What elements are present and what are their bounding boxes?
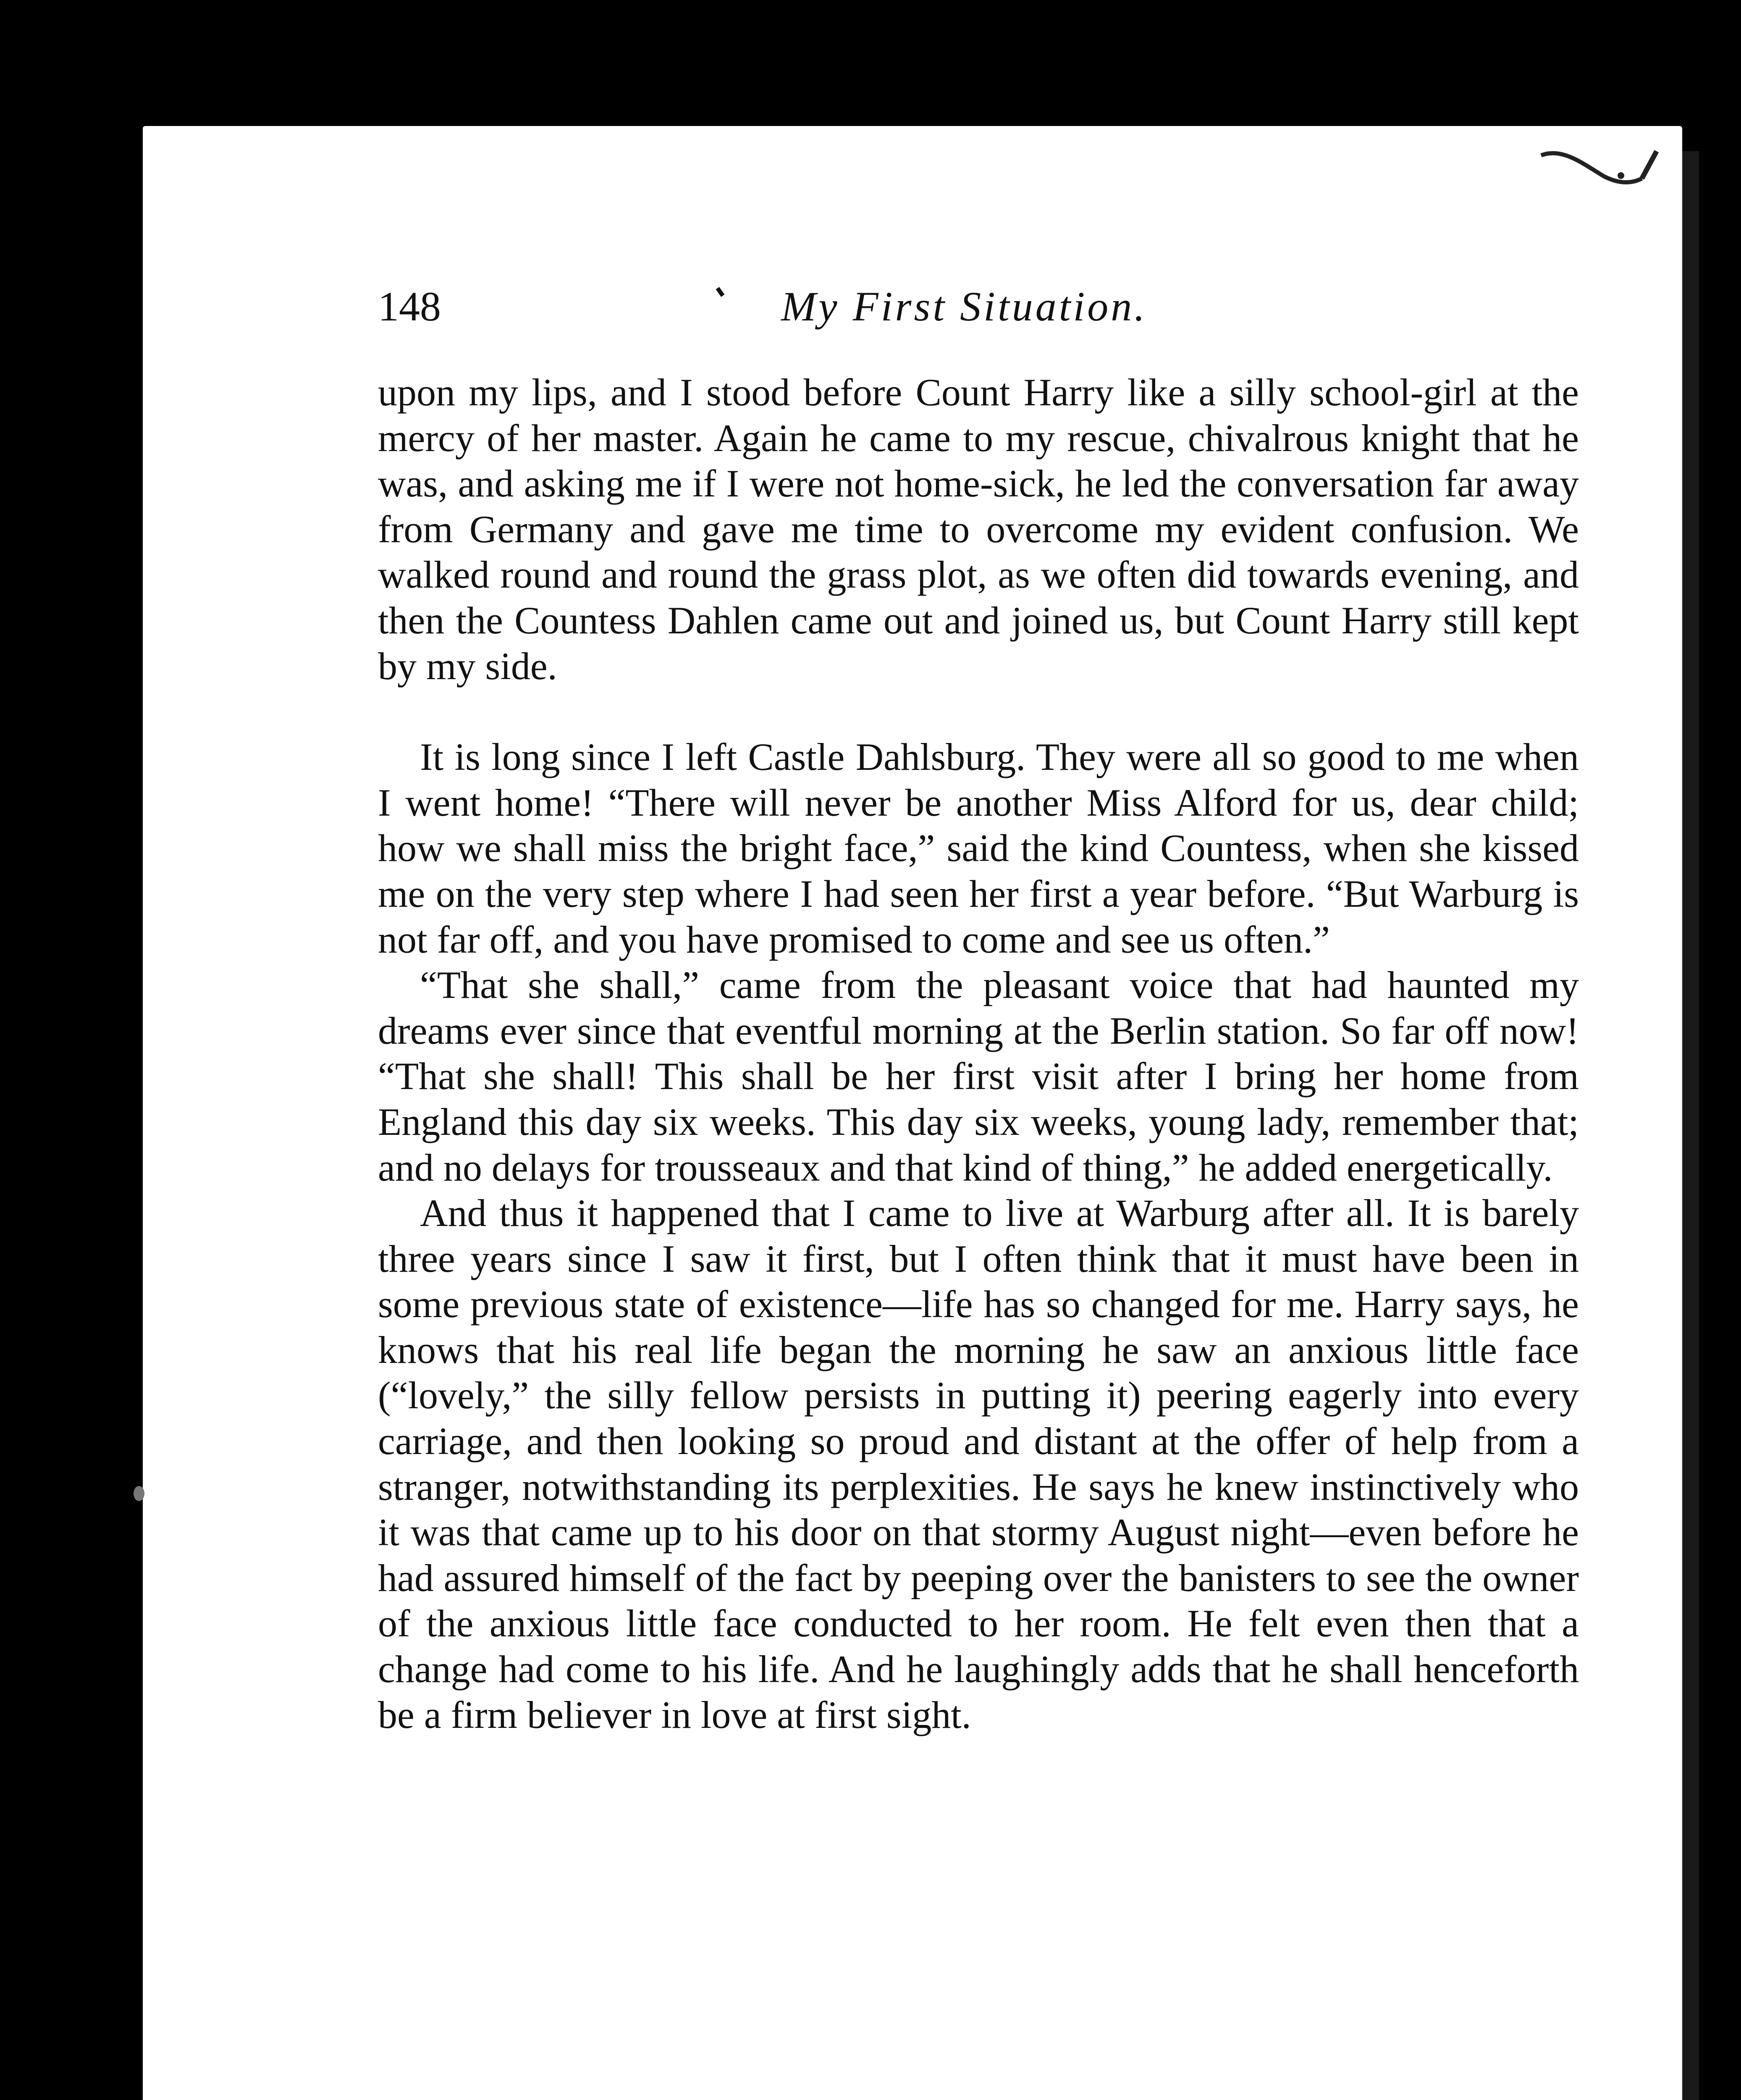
corner-ink-mark-icon: [1537, 139, 1663, 197]
next-page-edge: [1682, 151, 1699, 2100]
page-number: 148: [378, 283, 441, 330]
paragraph: And thus it happened that I came to live at Warburg after all. It is barely three years since I saw it first, but I often think that it must have been in some previous state of existence—life has so changed for me. Harry says, he knows that his real life began the morning he saw an anxious little face (“lovely,” the silly fellow persists in putting it) peering eagerly into every carriage, and then looking so proud and distant at the offer of help from a stranger, notwithstanding its perplexities. He says he knew instinctively who it was that came up to his door on that stormy August night—even before he had assured himself of the fact by peeping over the banisters to see the owner of the anxious little face conducted to her room. He felt even then that a change had come to his life. And he laughingly adds that he shall henceforth be a firm believer in love at first sight.: [378, 1192, 1579, 1736]
body-text: [378, 370, 1579, 1738]
paragraph: “That she shall,” came from the pleasant voice that had haunted my dreams ever since that eventful morning at the Berlin station. So far off now! “That she shall! This shall be her first visit after I bring her home from England this day six weeks. This day six weeks, young lady, remember that; and no delays for trousseaux and that kind of thing,” he added energetically.: [378, 963, 1579, 1189]
running-title: My First Situation.: [781, 283, 1148, 330]
margin-blot: [134, 1486, 144, 1501]
header-ink-tick: [716, 287, 725, 297]
paragraph-continued: upon my lips, and I stood before Count Harry like a silly school-girl at the mercy of her master. Again he came to my rescue, chivalrous knight that he was, and asking me if I were not home-sick, he led the conversation far away from Germany and gave me time to overcome my evident confusion. We walked round and round the grass plot, as we often did towards evening, and then the Countess Dahlen came out and joined us, but Count Harry still kept by my side.: [378, 371, 1579, 688]
page-header: [378, 277, 1579, 336]
paragraph: It is long since I left Castle Dahlsburg. They were all so good to me when I went home! “There will never be another Miss Alford for us, dear child; how we shall miss the bright face,” said the kind Countess, when she kissed me on the very step where I had seen her first a year before. “But Warburg is not far off, and you have promised to come and see us often.”: [378, 735, 1579, 961]
